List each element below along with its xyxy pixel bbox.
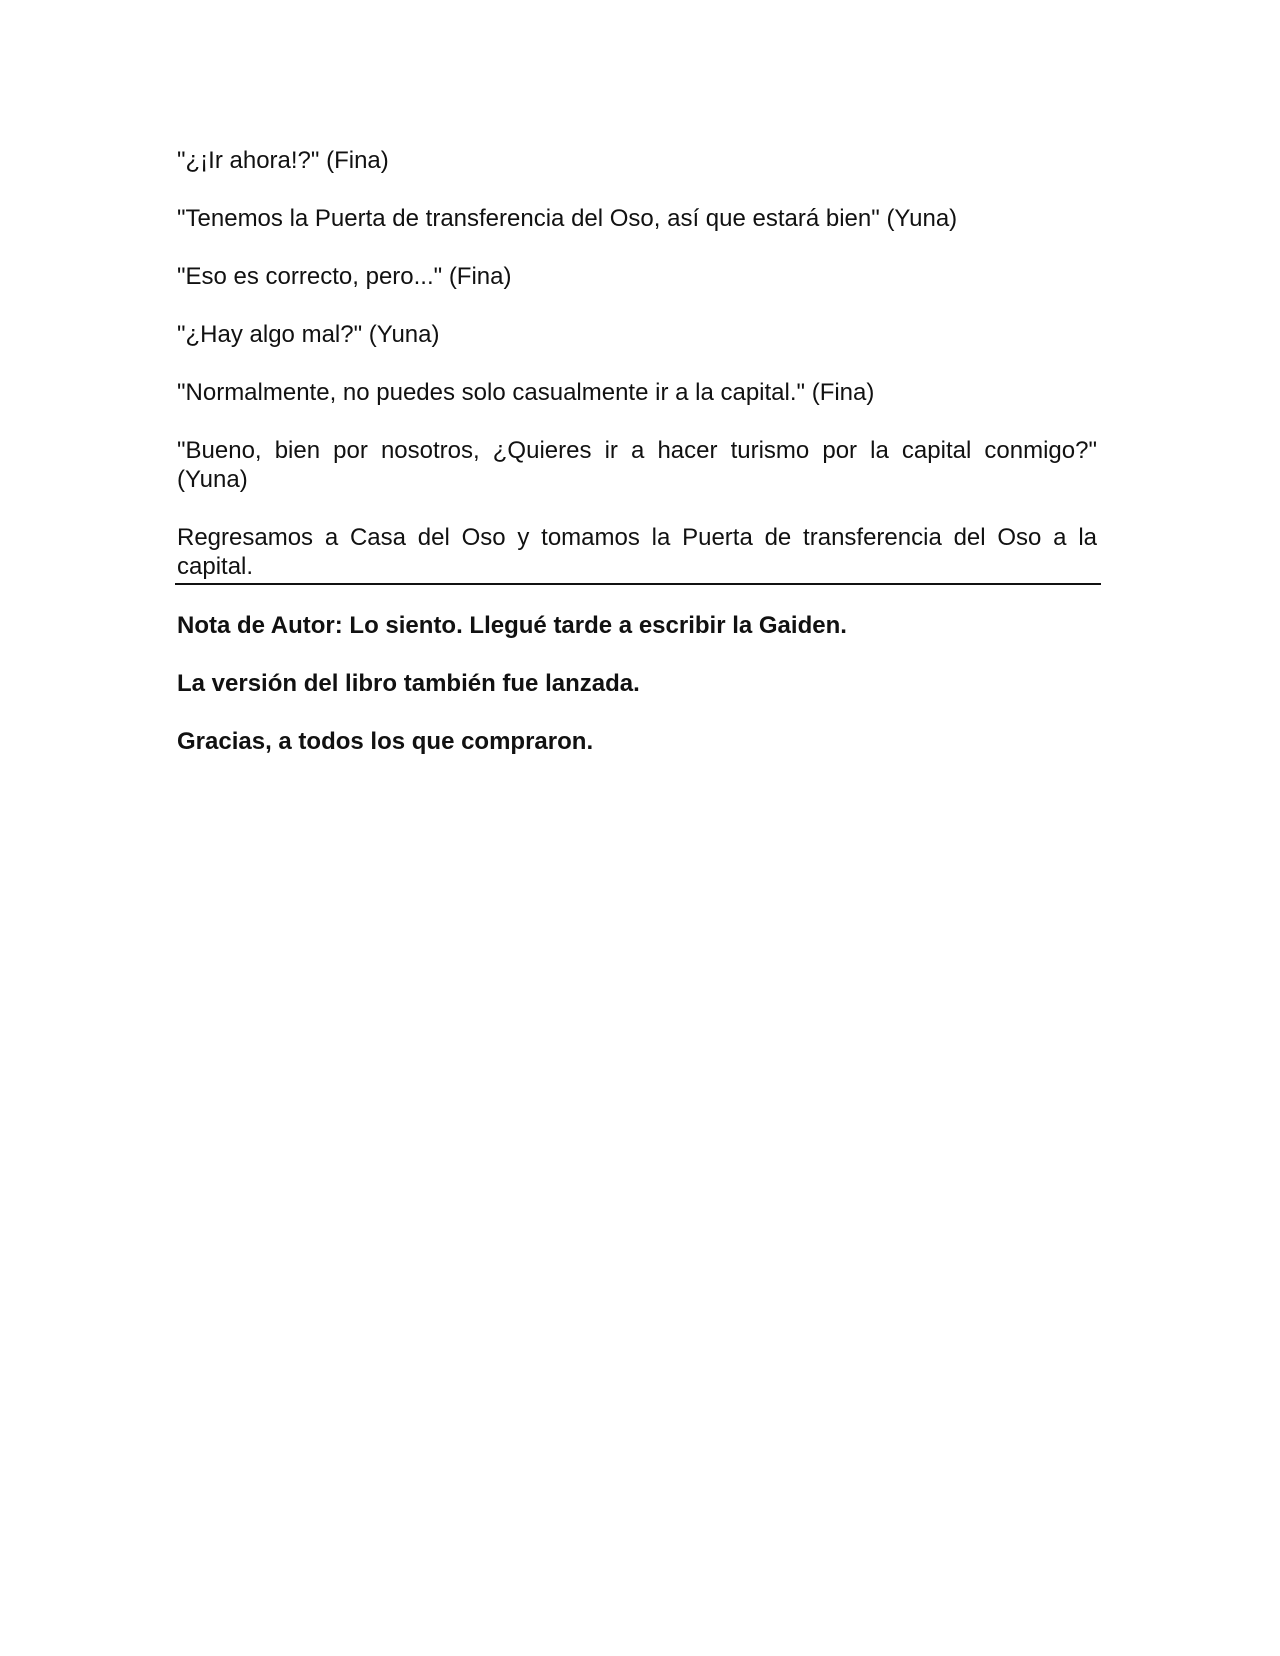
dialogue-paragraph: "Tenemos la Puerta de transferencia del Oso, así que estará bien" (Yuna)	[177, 205, 958, 232]
dialogue-paragraph: "Normalmente, no puedes solo casualmente ir a la capital." (Fina)	[177, 379, 875, 406]
author-note: Nota de Autor: Lo siento. Llegué tarde a escribir la Gaiden.	[177, 612, 847, 639]
narration-paragraph: Regresamos a Casa del Oso y tomamos la Puerta de transferencia del Oso a la capital.	[177, 524, 1097, 580]
author-note: La versión del libro también fue lanzada.	[177, 670, 640, 697]
document-body	[177, 146, 1097, 785]
author-note: Gracias, a todos los que compraron.	[177, 728, 594, 755]
dialogue-paragraph: "¿¡Ir ahora!?" (Fina)	[177, 147, 389, 174]
dialogue-paragraph: "Eso es correcto, pero..." (Fina)	[177, 263, 512, 290]
section-divider	[175, 583, 1101, 585]
dialogue-paragraph: "¿Hay algo mal?" (Yuna)	[177, 321, 440, 348]
dialogue-paragraph: "Bueno, bien por nosotros, ¿Quieres ir a hacer turismo por la capital conmigo?" (Yuna)	[177, 437, 1097, 493]
